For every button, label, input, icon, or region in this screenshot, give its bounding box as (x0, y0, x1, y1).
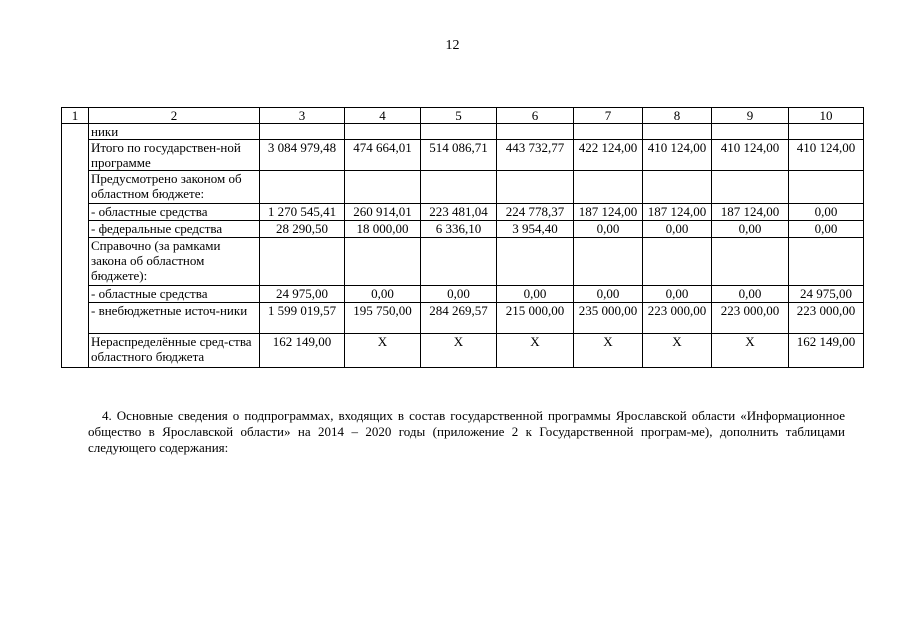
row-label: - внебюджетные источ-ники (89, 303, 260, 334)
table-cell (421, 124, 497, 140)
table-row (62, 303, 864, 334)
column-header: 2 (89, 108, 260, 124)
row-label: Справочно (за рамками закона об областном бюджете): (89, 238, 260, 286)
table-cell: 410 124,00 (712, 140, 789, 171)
table-cell (643, 238, 712, 286)
table-cell: X (574, 334, 643, 368)
table-cell: 215 000,00 (497, 303, 574, 334)
table-row (62, 204, 864, 221)
table-cell: 162 149,00 (789, 334, 864, 368)
table-cell (574, 238, 643, 286)
table-cell: 0,00 (497, 286, 574, 303)
table-cell: 0,00 (789, 204, 864, 221)
table-row (62, 334, 864, 368)
table-cell: 260 914,01 (345, 204, 421, 221)
column-header: 8 (643, 108, 712, 124)
column-header: 7 (574, 108, 643, 124)
table-cell: 187 124,00 (574, 204, 643, 221)
table-header-row (62, 108, 864, 124)
table-cell: X (345, 334, 421, 368)
table-cell (712, 171, 789, 204)
table-cell: X (421, 334, 497, 368)
table-cell: 284 269,57 (421, 303, 497, 334)
table-row (62, 124, 864, 140)
table-cell: 3 954,40 (497, 221, 574, 238)
table-cell: 0,00 (345, 286, 421, 303)
table-row (62, 286, 864, 303)
row-number-cell (62, 124, 89, 368)
table-cell (345, 238, 421, 286)
table-cell: 0,00 (643, 221, 712, 238)
table-cell: 1 599 019,57 (260, 303, 345, 334)
table-cell (497, 124, 574, 140)
column-header: 9 (712, 108, 789, 124)
table-row (62, 171, 864, 204)
table-cell: 24 975,00 (260, 286, 345, 303)
table-cell (574, 124, 643, 140)
row-label: Нераспределённые сред-ства областного бюджета (89, 334, 260, 368)
table-cell: 28 290,50 (260, 221, 345, 238)
table-cell: 474 664,01 (345, 140, 421, 171)
table-cell: 443 732,77 (497, 140, 574, 171)
column-header: 1 (62, 108, 89, 124)
table-cell: 422 124,00 (574, 140, 643, 171)
column-header: 6 (497, 108, 574, 124)
table-cell: 514 086,71 (421, 140, 497, 171)
table-cell: 223 000,00 (789, 303, 864, 334)
row-label: Итого по государствен-ной программе (89, 140, 260, 171)
table-cell: 223 000,00 (712, 303, 789, 334)
table-cell (712, 238, 789, 286)
table-cell: 0,00 (574, 221, 643, 238)
row-label: Предусмотрено законом об областном бюджете: (89, 171, 260, 204)
table-cell: 0,00 (712, 286, 789, 303)
table-cell: 3 084 979,48 (260, 140, 345, 171)
table-cell (421, 171, 497, 204)
table-cell: X (497, 334, 574, 368)
row-label: - областные средства (89, 204, 260, 221)
table-cell: 224 778,37 (497, 204, 574, 221)
table-cell: 162 149,00 (260, 334, 345, 368)
table-cell (497, 238, 574, 286)
table-cell: 0,00 (643, 286, 712, 303)
table-cell (345, 171, 421, 204)
row-label: - федеральные средства (89, 221, 260, 238)
table-cell (643, 124, 712, 140)
table-cell: 0,00 (789, 221, 864, 238)
row-label: ники (89, 124, 260, 140)
row-label: - областные средства (89, 286, 260, 303)
table-cell (260, 171, 345, 204)
table-cell: 1 270 545,41 (260, 204, 345, 221)
table-row (62, 140, 864, 171)
budget-table (61, 107, 864, 368)
table-cell (789, 238, 864, 286)
column-header: 5 (421, 108, 497, 124)
page-number: 12 (445, 38, 460, 53)
table-cell (345, 124, 421, 140)
column-header: 3 (260, 108, 345, 124)
column-header: 4 (345, 108, 421, 124)
table-cell (260, 124, 345, 140)
table-cell (643, 171, 712, 204)
table-cell: 410 124,00 (643, 140, 712, 171)
table-cell (712, 124, 789, 140)
table-row (62, 238, 864, 286)
table-cell (497, 171, 574, 204)
table-cell (789, 171, 864, 204)
table-cell: X (712, 334, 789, 368)
table-cell: X (643, 334, 712, 368)
table-cell: 18 000,00 (345, 221, 421, 238)
table-cell: 195 750,00 (345, 303, 421, 334)
table-cell: 0,00 (574, 286, 643, 303)
table-cell: 0,00 (712, 221, 789, 238)
table-cell: 187 124,00 (643, 204, 712, 221)
column-header: 10 (789, 108, 864, 124)
table-cell: 24 975,00 (789, 286, 864, 303)
table-cell: 235 000,00 (574, 303, 643, 334)
table-cell (789, 124, 864, 140)
table-cell (574, 171, 643, 204)
section-paragraph (88, 408, 845, 456)
table-cell: 187 124,00 (712, 204, 789, 221)
paragraph-text: 4. Основные сведения о подпрограммах, входящих в состав государственной программы Ярославской области «Информационное общество в Ярославской области» на 2014 – 2020 годы (приложение 2 к Государственной програм-ме), дополнить таблицами следующего содержания: (88, 408, 845, 455)
table-cell: 6 336,10 (421, 221, 497, 238)
table-cell (260, 238, 345, 286)
table-row (62, 221, 864, 238)
table-cell: 410 124,00 (789, 140, 864, 171)
table-cell (421, 238, 497, 286)
table-cell: 223 481,04 (421, 204, 497, 221)
table-cell: 223 000,00 (643, 303, 712, 334)
table-cell: 0,00 (421, 286, 497, 303)
